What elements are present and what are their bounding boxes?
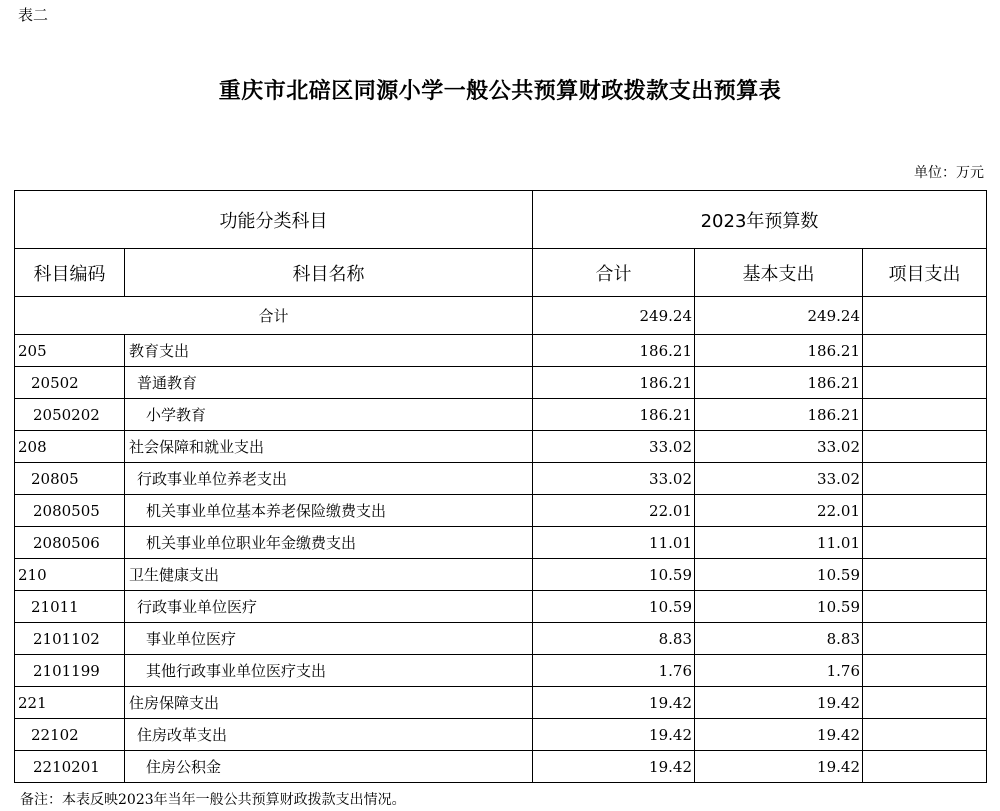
row-total: 11.01	[533, 527, 695, 559]
row-code: 2080506	[15, 527, 125, 559]
row-project	[863, 335, 987, 367]
row-name: 行政事业单位医疗	[125, 591, 533, 623]
row-code: 2050202	[15, 399, 125, 431]
header-code: 科目编码	[15, 249, 125, 297]
row-project	[863, 559, 987, 591]
row-total: 10.59	[533, 559, 695, 591]
row-total: 22.01	[533, 495, 695, 527]
row-basic: 186.21	[695, 335, 863, 367]
row-project	[863, 495, 987, 527]
row-total: 10.59	[533, 591, 695, 623]
row-name: 其他行政事业单位医疗支出	[125, 655, 533, 687]
row-project	[863, 719, 987, 751]
row-total: 186.21	[533, 367, 695, 399]
row-name: 机关事业单位职业年金缴费支出	[125, 527, 533, 559]
table-number: 表二	[18, 6, 49, 24]
total-label: 合计	[15, 297, 533, 335]
row-name: 事业单位医疗	[125, 623, 533, 655]
total-project	[863, 297, 987, 335]
row-project	[863, 463, 987, 495]
row-name: 住房改革支出	[125, 719, 533, 751]
row-basic: 19.42	[695, 751, 863, 783]
row-name: 住房公积金	[125, 751, 533, 783]
table-row	[15, 335, 987, 367]
row-code: 210	[15, 559, 125, 591]
header-project: 项目支出	[863, 249, 987, 297]
header-column-row	[15, 249, 987, 297]
row-project	[863, 367, 987, 399]
row-code: 21011	[15, 591, 125, 623]
row-code: 2080505	[15, 495, 125, 527]
row-basic: 8.83	[695, 623, 863, 655]
row-basic: 186.21	[695, 399, 863, 431]
table-row	[15, 399, 987, 431]
table-row	[15, 559, 987, 591]
table-row	[15, 495, 987, 527]
row-basic: 11.01	[695, 527, 863, 559]
total-row	[15, 297, 987, 335]
row-code: 22102	[15, 719, 125, 751]
row-name: 普通教育	[125, 367, 533, 399]
row-project	[863, 687, 987, 719]
row-code: 20805	[15, 463, 125, 495]
row-project	[863, 591, 987, 623]
table-row	[15, 463, 987, 495]
row-project	[863, 527, 987, 559]
row-name: 社会保障和就业支出	[125, 431, 533, 463]
row-total: 19.42	[533, 751, 695, 783]
row-code: 205	[15, 335, 125, 367]
row-basic: 33.02	[695, 431, 863, 463]
row-basic: 33.02	[695, 463, 863, 495]
row-code: 20502	[15, 367, 125, 399]
table-row	[15, 655, 987, 687]
table-row	[15, 367, 987, 399]
row-total: 1.76	[533, 655, 695, 687]
row-total: 33.02	[533, 463, 695, 495]
header-total: 合计	[533, 249, 695, 297]
table-row	[15, 751, 987, 783]
row-name: 卫生健康支出	[125, 559, 533, 591]
total-basic: 249.24	[695, 297, 863, 335]
table-row	[15, 719, 987, 751]
row-total: 19.42	[533, 687, 695, 719]
table-row	[15, 591, 987, 623]
row-name: 小学教育	[125, 399, 533, 431]
row-name: 教育支出	[125, 335, 533, 367]
row-code: 2101199	[15, 655, 125, 687]
row-code: 2210201	[15, 751, 125, 783]
header-name: 科目名称	[125, 249, 533, 297]
header-function-category: 功能分类科目	[15, 191, 533, 249]
unit-label: 单位：万元	[914, 165, 984, 181]
page-title: 重庆市北碚区同源小学一般公共预算财政拨款支出预算表	[218, 78, 782, 104]
row-name: 住房保障支出	[125, 687, 533, 719]
budget-table	[14, 190, 987, 783]
row-total: 33.02	[533, 431, 695, 463]
row-name: 行政事业单位养老支出	[125, 463, 533, 495]
header-budget-year: 2023年预算数	[533, 191, 987, 249]
row-total: 19.42	[533, 719, 695, 751]
row-project	[863, 431, 987, 463]
row-basic: 22.01	[695, 495, 863, 527]
row-project	[863, 399, 987, 431]
footnote: 备注：本表反映2023年当年一般公共预算财政拨款支出情况。	[20, 792, 406, 808]
row-total: 186.21	[533, 335, 695, 367]
row-basic: 186.21	[695, 367, 863, 399]
total-amount: 249.24	[533, 297, 695, 335]
table-row	[15, 623, 987, 655]
row-total: 8.83	[533, 623, 695, 655]
row-basic: 10.59	[695, 591, 863, 623]
header-basic: 基本支出	[695, 249, 863, 297]
row-project	[863, 623, 987, 655]
table-row	[15, 687, 987, 719]
row-basic: 19.42	[695, 719, 863, 751]
row-code: 221	[15, 687, 125, 719]
header-group-row	[15, 191, 987, 249]
table-row	[15, 431, 987, 463]
row-total: 186.21	[533, 399, 695, 431]
row-project	[863, 751, 987, 783]
row-name: 机关事业单位基本养老保险缴费支出	[125, 495, 533, 527]
row-basic: 1.76	[695, 655, 863, 687]
row-code: 2101102	[15, 623, 125, 655]
row-basic: 19.42	[695, 687, 863, 719]
row-project	[863, 655, 987, 687]
row-basic: 10.59	[695, 559, 863, 591]
row-code: 208	[15, 431, 125, 463]
table-row	[15, 527, 987, 559]
